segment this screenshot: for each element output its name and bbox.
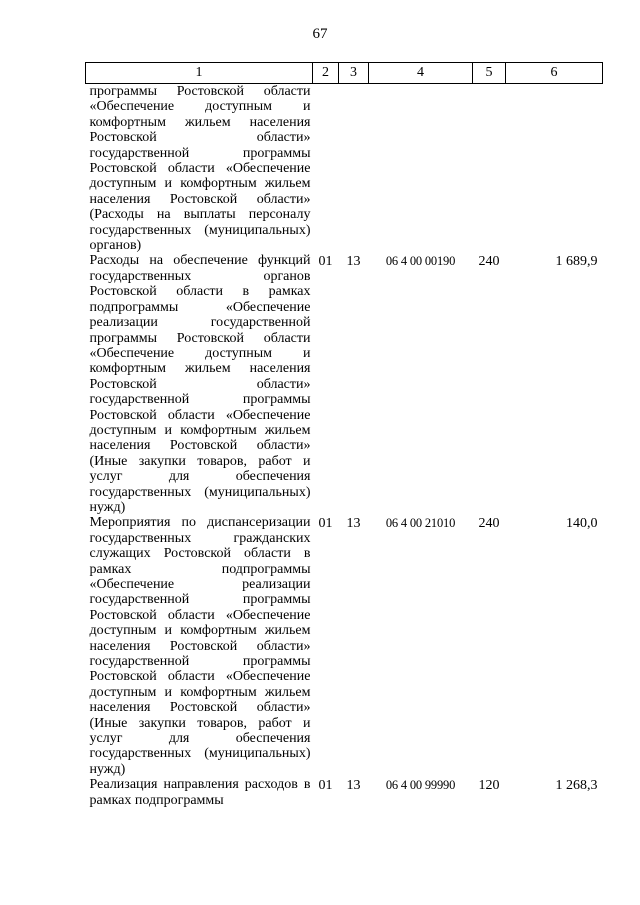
table-row [86,777,603,808]
table-body [86,84,603,809]
row-description: Расходы на обеспечение функций государственных органов Ростовской области в рамках подпрограммы «Обеспечение реализации государственной программы Ростовской области «Обеспечение доступным и комфортным жильем населения Ростовской области» государственной программы Ростовской области «Обеспечение доступным и комфортным жильем населения Ростовской области» (Иные закупки товаров, работ и услуг для обеспечения государственных (муниципальных) нужд) [89,253,311,515]
row-expense-type: 240 [478,516,500,532]
row-subsection [339,84,369,254]
row-amount: 1 689,9 [555,254,598,270]
row-description: Мероприятия по диспансеризации государственных гражданских служащих Ростовской области в рамках подпрограммы «Обеспечение реализации государственной программы Ростовской области «Обеспечение доступным и комфортным жильем населения Ростовской области» государственной программы Ростовской области «Обеспечение доступным и комфортным жильем населения Ростовской области» (Иные закупки товаров, работ и услуг для обеспечения государственных (муниципальных) нужд) [89,515,311,777]
row-amount [506,84,603,254]
page-number: 67 [312,26,328,42]
table-header [86,63,603,84]
row-description: Реализация направления расходов в рамках подпрограммы [89,777,311,808]
header-col-4: 4 [369,63,473,84]
row-expense-type: 240 [478,254,500,270]
row-section [313,84,339,254]
row-subsection: 13 [346,778,361,794]
table-row [86,84,603,254]
header-row [86,63,603,84]
row-description: программы Ростовской области «Обеспечение доступным и комфортным жильем населения Ростовской области» государственной программы Ростовской области «Обеспечение доступным и комфортным жильем населения Ростовской области» (Расходы на выплаты персоналу государственных (муниципальных) органов) [89,84,311,254]
table-row [86,253,603,515]
row-target-code: 06 4 00 99990 [385,778,456,793]
budget-table [85,62,603,808]
row-target-code: 06 4 00 21010 [385,516,456,531]
header-col-5: 5 [473,63,506,84]
row-section: 01 [318,778,333,794]
row-amount: 140,0 [566,516,598,532]
row-target-code: 06 4 00 00190 [385,254,456,269]
header-col-2: 2 [313,63,339,84]
row-target-code [369,84,473,254]
header-col-3: 3 [339,63,369,84]
row-section: 01 [318,254,333,270]
row-section: 01 [318,516,333,532]
row-expense-type [473,84,506,254]
row-subsection: 13 [346,254,361,270]
row-amount: 1 268,3 [555,778,598,794]
table-row [86,515,603,777]
row-expense-type: 120 [478,778,500,794]
header-col-1: 1 [86,63,313,84]
header-col-6: 6 [506,63,603,84]
row-subsection: 13 [346,516,361,532]
